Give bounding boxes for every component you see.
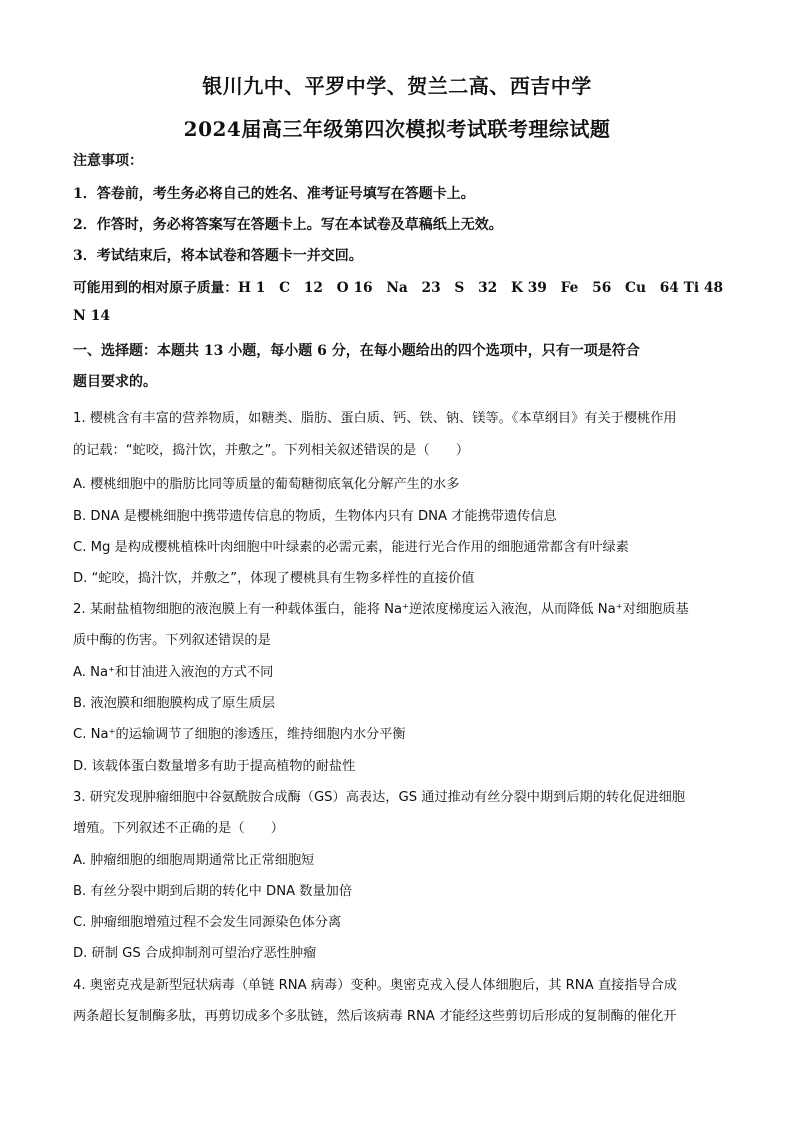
question-option: C. 肿瘤细胞增殖过程不会发生同源染色体分离 bbox=[73, 915, 342, 930]
question-option: D. 该载体蛋白数量增多有助于提高植物的耐盐性 bbox=[73, 759, 356, 774]
notice-item: 2．作答时，务必将答案写在答题卡上。写在本试卷及草稿纸上无效。 bbox=[73, 217, 503, 233]
atomic-mass-line: N 14 bbox=[73, 308, 111, 324]
question-stem: 2. 某耐盐植物细胞的液泡膜上有一种载体蛋白，能将 Na⁺逆浓度梯度运入液泡，从而降低 Na⁺对细胞质基 bbox=[73, 602, 689, 617]
question-option: A. Na⁺和甘油进入液泡的方式不同 bbox=[73, 665, 274, 680]
question-stem: 两条超长复制酶多肽，再剪切成多个多肽链，然后该病毒 RNA 才能经这些剪切后形成的复制酶的催化开 bbox=[73, 1009, 677, 1024]
question-option: A. 肿瘤细胞的细胞周期通常比正常细胞短 bbox=[73, 853, 315, 868]
section-heading: 一、选择题：本题共 13 小题，每小题 6 分，在每小题给出的四个选项中，只有一项是符合 bbox=[73, 343, 640, 359]
question-option: B. 液泡膜和细胞膜构成了原生质层 bbox=[73, 696, 276, 711]
question-stem: 1. 樱桃含有丰富的营养物质，如糖类、脂肪、蛋白质、钙、铁、钠、镁等。《本草纲目》有关于樱桃作用 bbox=[73, 411, 677, 426]
notice-item: 1．答卷前，考生务必将自己的姓名、准考证号填写在答题卡上。 bbox=[73, 186, 475, 202]
question-option: B. 有丝分裂中期到后期的转化中 DNA 数量加倍 bbox=[73, 884, 353, 899]
atomic-mass-line: 可能用到的相对原子质量：H 1 C 12 O 16 Na 23 S 32 K 39 Fe 56 Cu 64 Ti 48 bbox=[73, 280, 724, 296]
question-option: D. “蛇咬，捣汁饮，并敷之”，体现了樱桃具有生物多样性的直接价值 bbox=[73, 571, 475, 586]
exam-title: 2024届高三年级第四次模拟考试联考理综试题 bbox=[183, 117, 611, 141]
question-option: B. DNA 是樱桃细胞中携带遗传信息的物质，生物体内只有 DNA 才能携带遗传信息 bbox=[73, 509, 557, 524]
question-stem: 质中酶的伤害。下列叙述错误的是 bbox=[73, 633, 271, 648]
question-option: D. 研制 GS 合成抑制剂可望治疗恶性肿瘤 bbox=[73, 946, 317, 961]
schools-title: 银川九中、平罗中学、贺兰二高、西吉中学 bbox=[202, 74, 592, 98]
notice-heading: 注意事项： bbox=[73, 153, 143, 169]
question-stem: 增殖。下列叙述不正确的是（ ） bbox=[73, 821, 284, 836]
question-option: C. Na⁺的运输调节了细胞的渗透压，维持细胞内水分平衡 bbox=[73, 727, 406, 742]
question-stem: 4. 奥密克戎是新型冠状病毒（单链 RNA 病毒）变种。奥密克戎入侵人体细胞后，其 RNA 直接指导合成 bbox=[73, 978, 677, 993]
question-stem: 的记载：“蛇咬，捣汁饮，并敷之”。下列相关叙述错误的是（ ） bbox=[73, 443, 470, 458]
question-option: C. Mg 是构成樱桃植株叶肉细胞中叶绿素的必需元素，能进行光合作用的细胞通常都含有叶绿素 bbox=[73, 540, 629, 555]
question-option: A. 樱桃细胞中的脂肪比同等质量的葡萄糖彻底氧化分解产生的水多 bbox=[73, 477, 460, 492]
notice-item: 3．考试结束后，将本试卷和答题卡一并交回。 bbox=[73, 248, 363, 264]
question-stem: 3. 研究发现肿瘤细胞中谷氨酰胺合成酶（GS）高表达，GS 通过推动有丝分裂中期到后期的转化促进细胞 bbox=[73, 790, 686, 805]
section-heading: 题目要求的。 bbox=[73, 374, 157, 390]
